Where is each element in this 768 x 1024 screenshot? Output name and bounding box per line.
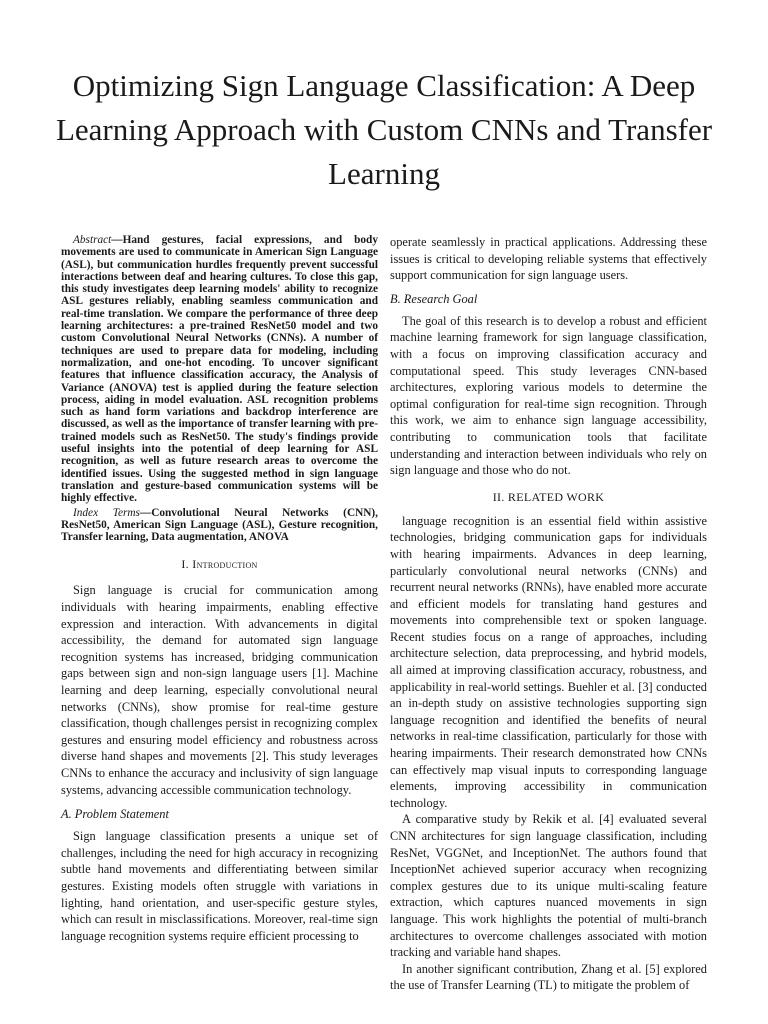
section-title: ntroduction (196, 557, 258, 572)
left-column (61, 234, 378, 944)
related-work-paragraph-1: language recognition is an essential field within assistive technologies, bridging communication gaps for individuals with hearing impairments. Advances in deep learning, particularly convolutional neural networks (CNNs) and recurrent neural networks (RNNs), have enabled more accurate and efficient models for translating hand gestures and movements into comprehensible text or spoken language. Recent studies focus on a range of approaches, including architecture selection, data preprocessing, and hybrid models, all aimed at improving classification accuracy, robustness, and applicability in real-world settings. Buehler et al. [3] conducted an in-depth study on assistive technologies supporting sign language recognition and identified the benefits of neural networks in real-time classification, particularly for those with hearing impairments. Their research demonstrated how CNNs can effectively map visual inputs to corresponding language elements, improving accessibility in communication technology. (390, 513, 707, 810)
abstract-text: —Hand gestures, facial expressions, and body movements are used to communicate in American Sign Language (ASL), but communication hurdles frequently prevent successful interactions between deaf and hearing cultures. To close this gap, this study investigates deep learning models' ability to recognize ASL gestures reliably, enabling seamless communication and real-time translation. We compare the performance of three deep learning architectures: a pre-trained ResNet50 model and two custom Convolutional Neural Networks (CNNs). A number of techniques are used to prepare data for modeling, including normalization, and one-hot encoding. To uncover significant features that influence classification accuracy, the Analysis of Variance (ANOVA) test is applied during the feature selection process, aiding in model evaluation. ASL recognition problems such as hand form variations and backdrop interference are discussed, as well as the importance of transfer learning with pre-trained models such as ResNet50. The study's findings provide useful insights into the potential of deep learning for ASL recognition, as well as future research areas to overcome the identified issues. Using the suggested method in sign language translation and gesture-based communication systems will be highly effective. (61, 234, 378, 505)
abstract (61, 234, 378, 505)
abstract-label: Abstract (73, 234, 112, 246)
index-terms-text: —Convolutional Neural Networks (CNN), ResNet50, American Sign Language (ASL), Gesture recognition, Transfer learning, Data augmentation, ANOVA (61, 506, 378, 544)
intro-paragraph: Sign language is crucial for communication among individuals with hearing impairments, enabling effective expression and interaction. With advancements in digital accessibility, the demand for automated sign language recognition systems has increased, bridging communication gaps between sign and non-sign language users [1]. Machine learning and deep learning, especially convolutional neural networks (CNNs), show promise for real-time gesture classification, though challenges persist in recognizing complex gestures and ensuring model efficiency and robustness across diverse hand shapes and movements [2]. This study leverages CNNs to enhance the accuracy and inclusivity of sign language systems, advancing accessible communication technology. (61, 583, 378, 797)
research-goal-paragraph: The goal of this research is to develop a robust and efficient machine learning framework for sign language classification, with a focus on improving classification accuracy and computational speed. This study leverages CNN-based architectures, exploring various models to determine the optimal configuration for real-time sign recognition. Through this work, we aim to enhance sign language accessibility, contributing to communication tools that facilitate understanding and interaction between individuals who rely on sign language and those who do not. (390, 313, 707, 478)
paper-title: Optimizing Sign Language Classification: A Deep Learning Approach with Custom CNNs and Transfer Learning (55, 68, 713, 191)
problem-statement-paragraph: Sign language classification presents a unique set of challenges, including the need for high accuracy in recognizing subtle hand movements and differentiating between similar gestures. Existing models often struggle with variations in lighting, hand orientation, and user-specific gesture styles, which can result in misclassifications. Moreover, real-time sign language recognition systems require efficient processing to (61, 829, 378, 943)
index-terms-label: Index Terms (73, 506, 140, 519)
related-work-paragraph-2: A comparative study by Rekik et al. [4] evaluated several CNN architectures for sign language classification, including ResNet, VGGNet, and InceptionNet. The authors found that InceptionNet achieved superior accuracy when recognizing complex gestures due to its unique multi-scaling feature extraction, which captures nuanced movements in sign language. This work highlights the potential of multi-branch architectures to overcome challenges associated with motion tracking and variable hand shapes. (390, 812, 707, 960)
subsection-heading-research-goal: B. Research Goal (390, 291, 478, 306)
continuation-paragraph: operate seamlessly in practical applications. Addressing these issues is critical to developing reliable systems that effectively support communication for sign language users. (390, 235, 707, 283)
section-heading-introduction (61, 557, 378, 572)
section-heading-related-work: II. RELATED WORK (492, 489, 605, 504)
right-column (390, 234, 707, 994)
index-terms (61, 507, 378, 544)
section-number: I. I (181, 557, 197, 572)
related-work-paragraph-3: In another significant contribution, Zhang et al. [5] explored the use of Transfer Learning (TL) to mitigate the problem of (390, 961, 707, 993)
subsection-heading-problem-statement: A. Problem Statement (61, 807, 169, 822)
